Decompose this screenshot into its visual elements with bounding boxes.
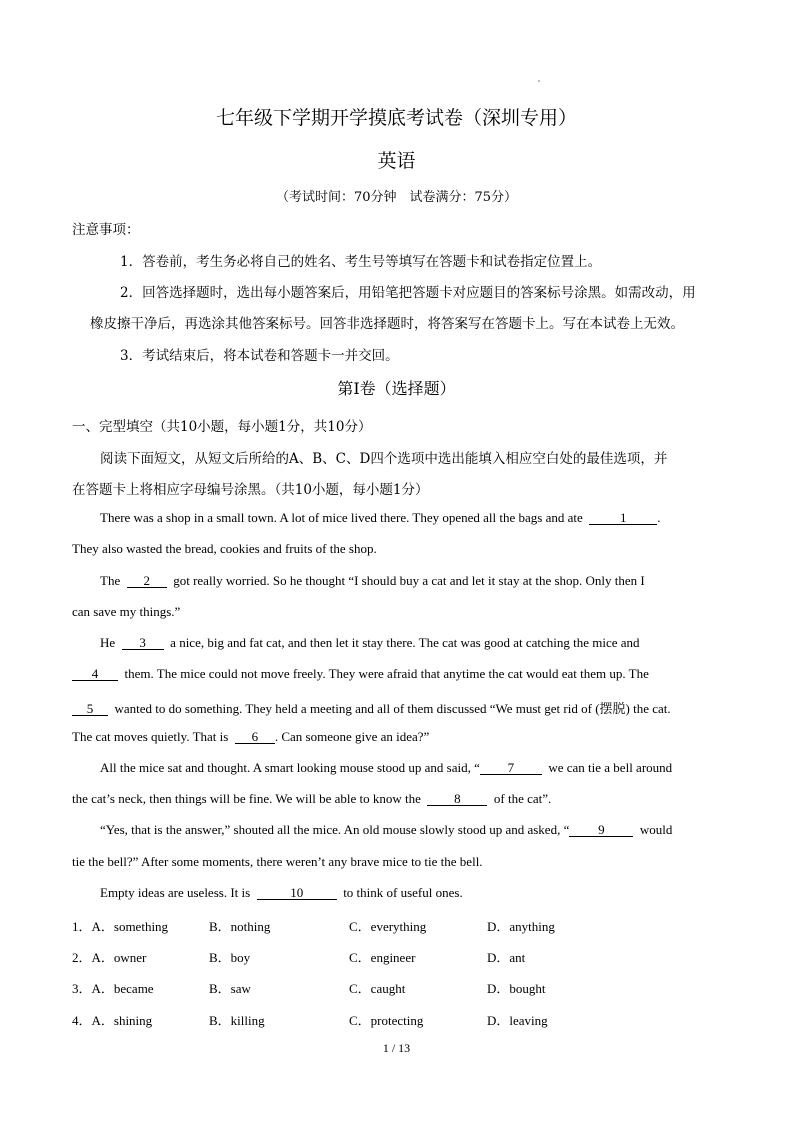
passage-line: “Yes, that is the answer,” shouted all the mice. An old mouse slowly stood up and asked, “ 9 would (100, 822, 673, 837)
option-a: 1．A．something (72, 919, 169, 934)
passage-line: the cat’s neck, then things will be fine. We will be able to know the 8 of the cat”. (72, 791, 552, 806)
option-a: 2．A．owner (72, 950, 147, 965)
option-b: B．saw (209, 981, 251, 996)
question-options-row (72, 1010, 722, 1028)
option-d: D．bought (487, 981, 546, 996)
option-c: C．everything (349, 919, 427, 934)
option-b: B．nothing (209, 919, 271, 934)
notice-item-1: 1．答卷前，考生务必将自己的姓名、考生号等填写在答题卡和试卷指定位置上。 (120, 254, 602, 270)
passage-line: The 2 got really worried. So he thought “I should buy a cat and let it stay at the shop. Only then I (100, 573, 645, 588)
blank-7: 7 (480, 761, 542, 775)
option-d: D．anything (487, 919, 555, 934)
exam-title: 七年级下学期开学摸底考试卷（深圳专用） (215, 107, 577, 129)
option-b: B．killing (209, 1013, 265, 1028)
option-c: C．caught (349, 981, 406, 996)
notice-item-2a: 2．回答选择题时，选出每小题答案后，用铅笔把答题卡对应题目的答案标号涂黑。如需改动，用 (120, 285, 696, 301)
subject-title: 英语 (377, 150, 416, 172)
time-info: （考试时间：70分钟 试卷满分：75分） (275, 190, 518, 205)
option-c: C．engineer (349, 950, 416, 965)
scan-mark (538, 80, 540, 82)
passage-line: can save my things.” (72, 604, 181, 619)
option-b: B．boy (209, 950, 251, 965)
page-number: 1 / 13 (382, 1041, 411, 1055)
blank-4: 4 (72, 667, 118, 681)
blank-8: 8 (427, 792, 487, 806)
passage-line: Empty ideas are useless. It is 10 to think of useful ones. (100, 885, 463, 900)
option-a: 3．A．became (72, 981, 154, 996)
passage-line: 4 them. The mice could not move freely. They were afraid that anytime the cat would eat them up. The (72, 666, 722, 682)
option-d: D．leaving (487, 1013, 548, 1028)
blank-9: 9 (569, 823, 633, 837)
blank-2: 2 (127, 574, 167, 588)
notice-item-2b: 橡皮擦干净后，再选涂其他答案标号。回答非选择题时，将答案写在答题卡上。写在本试卷上无效。 (90, 316, 684, 332)
passage-line: They also wasted the bread, cookies and fruits of the shop. (72, 541, 377, 556)
question-options-row (72, 916, 722, 934)
instruction-line-2: 在答题卡上将相应字母编号涂黑。（共10小题，每小题1分） (72, 482, 429, 498)
passage-line: 5 wanted to do something. They held a meeting and all of them discussed “We must get rid of (摆脱) the cat. (72, 698, 722, 717)
option-c: C．protecting (349, 1013, 424, 1028)
notice-item-3: 3．考试结束后，将本试卷和答题卡一并交回。 (120, 348, 399, 364)
blank-3: 3 (122, 636, 164, 650)
notice-heading: 注意事项： (72, 222, 140, 238)
passage-line: The cat moves quietly. That is 6 . Can someone give an idea?” (72, 729, 430, 744)
instruction-line-1: 阅读下面短文，从短文后所给的A、B、C、D四个选项中选出能填入相应空白处的最佳选项，并 (100, 451, 668, 467)
section-title: 第Ⅰ卷（选择题） (337, 379, 456, 398)
option-a: 4．A．shining (72, 1013, 153, 1028)
question-options-row (72, 947, 722, 965)
blank-10: 10 (257, 886, 337, 900)
blank-1: 1 (589, 511, 657, 525)
blank-6: 6 (235, 730, 275, 744)
option-d: D．ant (487, 950, 526, 965)
passage-line: There was a shop in a small town. A lot of mice lived there. They opened all the bags and ate 1 . (100, 510, 661, 525)
passage-line: He 3 a nice, big and fat cat, and then let it stay there. The cat was good at catching the mice and (100, 635, 640, 650)
question-options-row (72, 978, 722, 996)
passage-line: tie the bell?” After some moments, there weren’t any brave mice to tie the bell. (72, 854, 483, 869)
passage-line: All the mice sat and thought. A smart looking mouse stood up and said, “ 7 we can tie a bell around (100, 760, 673, 775)
blank-5: 5 (72, 702, 108, 716)
part-heading: 一、完型填空（共10小题，每小题1分，共10分） (72, 419, 372, 435)
